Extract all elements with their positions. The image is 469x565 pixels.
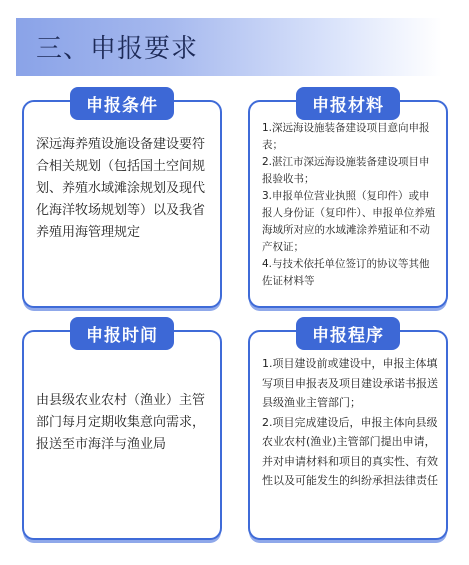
card-application-materials bbox=[248, 96, 448, 308]
card-application-conditions bbox=[22, 96, 222, 308]
card-application-procedure bbox=[248, 326, 448, 540]
card-title-conditions: 申报条件 bbox=[70, 87, 174, 120]
card-title-materials: 申报材料 bbox=[296, 87, 400, 120]
conditions-text: 深远海养殖设施设备建设要符合相关规划（包括国土空间规划、养殖水域滩涂规划及现代化海洋牧场规划等）以及我省养殖用海管理规定 bbox=[36, 137, 206, 240]
section-title: 三、申报要求 bbox=[36, 34, 199, 64]
card-title-time: 申报时间 bbox=[70, 317, 174, 350]
card-application-time bbox=[22, 326, 222, 540]
section-header bbox=[16, 18, 442, 76]
procedure-text: 1.项目建设前或建设中，申报主体填写项目申报表及项目建设承诺书报送县级渔业主管部门； 2.项目完成建设后，申报主体向县级农业农村(渔业)主管部门提出申请，并对申请材料和项目的真实性、有效性以及可能发生的纠纷承担法律责任 bbox=[262, 357, 438, 487]
materials-text: 1.深远海设施装备建设项目意向申报表； 2.湛江市深远海设施装备建设项目申报验收书； 3.申报单位营业执照（复印件）或申报人身份证（复印件）、申报单位养殖海域所对应的水域滩涂养殖证和不动产权证； 4.与技术依托单位签订的协议等其他佐证材料等 bbox=[262, 122, 436, 287]
card-title-procedure: 申报程序 bbox=[296, 317, 400, 350]
time-text: 由县级农业农村（渔业）主管部门每月定期收集意向需求，报送至市海洋与渔业局 bbox=[36, 393, 206, 452]
